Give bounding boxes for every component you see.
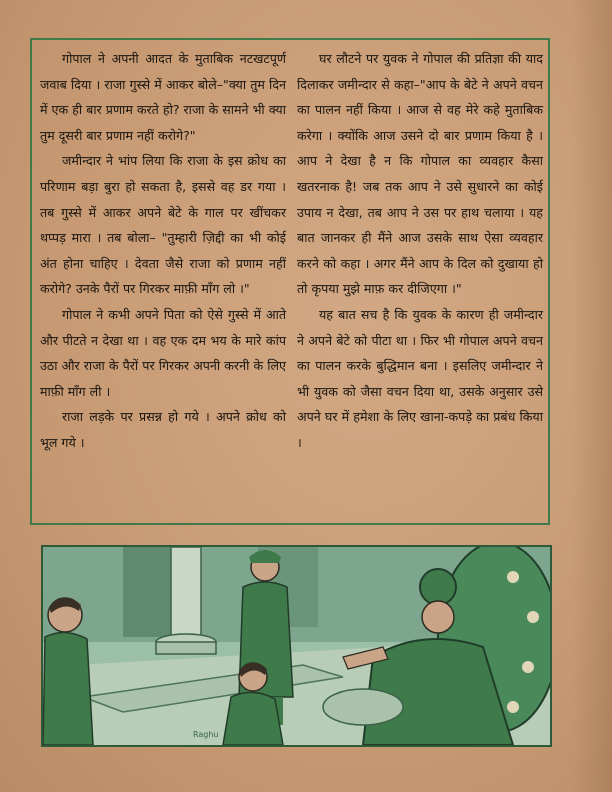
paragraph: यह बात सच है कि युवक के कारण ही जमीन्दार ने अपने बेटे को पीटा था । फिर भी गोपाल अपने वचन का पालन करके बुद्धिमान बना । इसलिए जमीन्दार ने भी युवक को जैसा वचन दिया था, उसके अनुसार उसे अपने घर में हमेशा के लिए खाना-कपड़े का प्रबंध किया । bbox=[297, 306, 543, 450]
story-illustration bbox=[41, 545, 552, 747]
artist-signature: Raghu bbox=[193, 730, 219, 739]
paragraph: गोपाल ने कभी अपने पिता को ऐसे गुस्से में आते और पीटते न देखा था । वह एक दम भय के मारे कांप उठा और राजा के पैरों पर गिरकर अपनी करनी के लिए माफ़ी माँग ली । bbox=[40, 306, 286, 399]
illustration-scene bbox=[43, 547, 550, 745]
page-shadow bbox=[572, 0, 612, 792]
text-column-left bbox=[40, 46, 286, 456]
text-column-right bbox=[297, 46, 543, 456]
paragraph: जमीन्दार ने भांप लिया कि राजा के इस क्रोध का परिणाम बड़ा बुरा हो सकता है, इससे वह डर गया । तब गुस्से में आकर अपने बेटे के गाल पर खींचकर थप्पड़ मारा । तब बोला– "तुम्हारी ज़िद्दी का भी कोई अंत होना चाहिए । देवता जैसे राजा को प्रणाम नहीं करोगे? उनके पैरों पर गिरकर माफ़ी माँग लो ।" bbox=[40, 153, 286, 297]
story-text-box bbox=[30, 38, 550, 525]
paragraph: राजा लड़के पर प्रसन्न हो गये । अपने क्रोध को भूल गये । bbox=[40, 409, 286, 450]
paragraph: घर लौटने पर युवक ने गोपाल की प्रतिज्ञा की याद दिलाकर जमीन्दार से कहा–"आप के बेटे ने अपने वचन का पालन नहीं किया । आज से वह मेरे कहे मुताबिक करेगा । क्योंकि आज उसने दो बार प्रणाम किया है । आप ने देखा है न कि गोपाल का व्यवहार कैसा खतरनाक है! जब तक आप ने उसे सुधारने का कोई उपाय न देखा, तब आप ने उस पर हाथ चलाया । यह बात जानकर ही मैंने आज उसके साथ ऐसा व्यवहार करने को कहा । अगर मैंने आप के दिल को दुखाया हो तो कृपया मुझे माफ़ कर दीजिएगा ।" bbox=[297, 51, 543, 297]
paragraph: गोपाल ने अपनी आदत के मुताबिक नटखटपूर्ण जवाब दिया । राजा गुस्से में आकर बोले–"क्या तुम दिन में एक ही बार प्रणाम करते हो? राजा के सामने भी क्या तुम दूसरी बार प्रणाम नहीं करोगे?" bbox=[40, 51, 286, 143]
